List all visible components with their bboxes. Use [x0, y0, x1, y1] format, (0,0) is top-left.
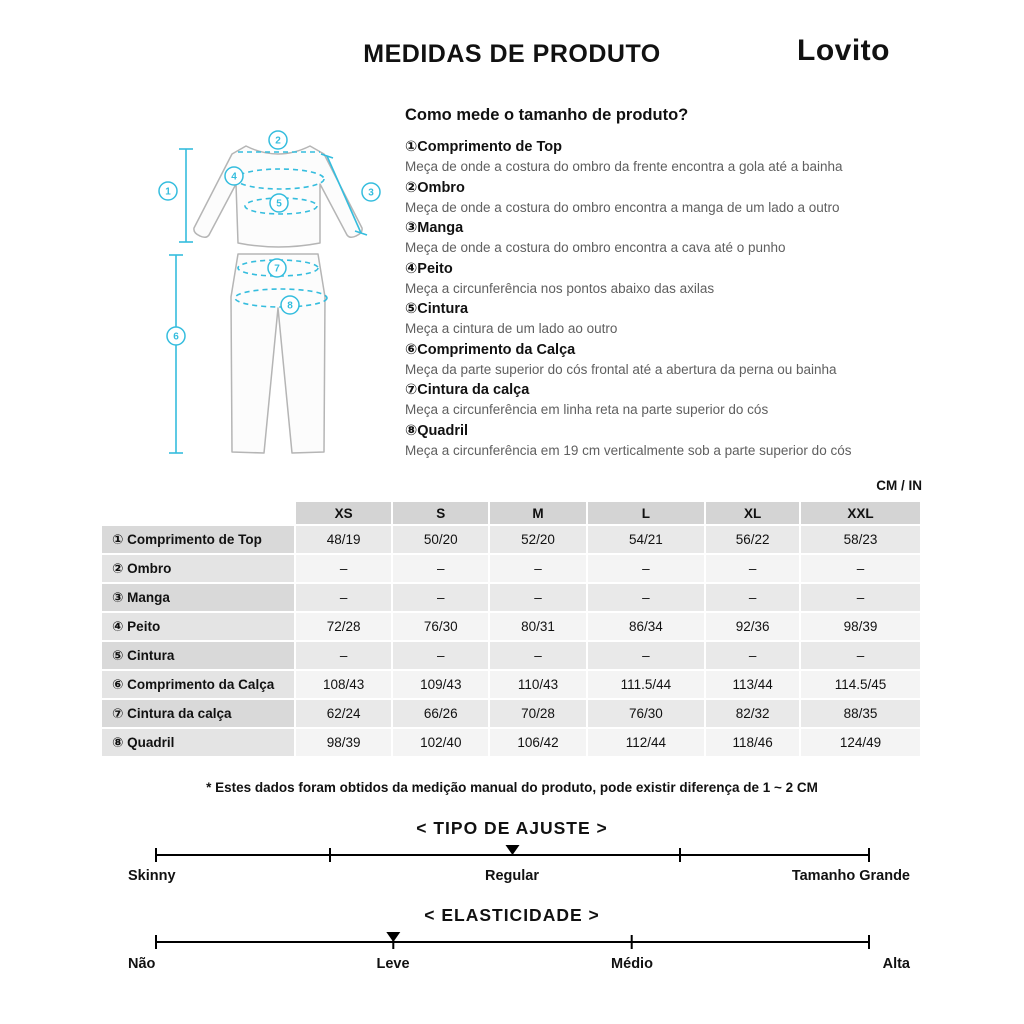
cell: 102/40	[393, 729, 488, 756]
fit-label-oversize: Tamanho Grande	[791, 868, 910, 884]
guide-heading: Como mede o tamanho de produto?	[405, 106, 689, 124]
svg-text:6: 6	[173, 331, 179, 343]
elasticity-scale-labels	[128, 956, 910, 976]
table-corner-cell	[102, 502, 294, 524]
table-row-pants-length	[102, 671, 920, 698]
svg-text:1: 1	[165, 186, 171, 198]
table-row-chest	[102, 613, 920, 640]
col-header-s: S	[393, 502, 488, 524]
cell: 109/43	[393, 671, 488, 698]
fit-scale-title: < TIPO DE AJUSTE >	[416, 818, 608, 838]
elasticity-label-none: Não	[128, 956, 156, 972]
svg-text:5: 5	[276, 198, 282, 210]
cell: 54/21	[588, 526, 705, 553]
guide-item-pants-length	[405, 340, 935, 381]
guide-item-label: ⑥Comprimento da Calça	[405, 341, 576, 358]
cell: –	[706, 642, 799, 669]
row-label: ⑦ Cintura da calça	[102, 700, 294, 727]
cell: –	[588, 555, 705, 582]
unit-label: CM / IN	[876, 478, 922, 493]
cell: 86/34	[588, 613, 705, 640]
table-row-waist	[102, 642, 920, 669]
fit-scale-labels	[128, 868, 910, 888]
diagram-badge-1	[159, 182, 177, 200]
col-header-l: L	[588, 502, 705, 524]
col-header-xxl: XXL	[801, 502, 920, 524]
measure-line-top-length	[179, 149, 193, 242]
garment-pants-outline	[231, 254, 325, 453]
cell: 82/32	[706, 700, 799, 727]
cell: –	[393, 555, 488, 582]
cell: 56/22	[706, 526, 799, 553]
cell: –	[490, 555, 585, 582]
cell: 114.5/45	[801, 671, 920, 698]
diagram-badge-3	[362, 183, 380, 201]
guide-item-desc: Meça da parte superior do cós frontal até a abertura da perna ou bainha	[405, 361, 837, 377]
svg-text:8: 8	[287, 300, 293, 312]
measure-line-pants-length	[169, 255, 183, 453]
cell: 88/35	[801, 700, 920, 727]
cell: –	[801, 642, 920, 669]
row-label: ⑥ Comprimento da Calça	[102, 671, 294, 698]
col-header-xl: XL	[706, 502, 799, 524]
fit-label-skinny: Skinny	[128, 868, 176, 884]
cell: 66/26	[393, 700, 488, 727]
cell: 70/28	[490, 700, 585, 727]
fit-scale	[155, 845, 870, 865]
page-title: MEDIDAS DE PRODUTO	[363, 40, 661, 68]
table-row-pants-waist	[102, 700, 920, 727]
row-label: ④ Peito	[102, 613, 294, 640]
diagram-badge-7	[268, 259, 286, 277]
cell: –	[490, 642, 585, 669]
guide-item-waist	[405, 299, 935, 340]
row-label: ⑤ Cintura	[102, 642, 294, 669]
measurement-guide	[405, 106, 935, 461]
measurement-disclaimer: * Estes dados foram obtidos da medição manual do produto, pode existir diferença de 1 ~ 2 CM	[206, 780, 818, 795]
cell: 80/31	[490, 613, 585, 640]
elasticity-scale-marker	[386, 932, 400, 942]
svg-text:7: 7	[274, 263, 280, 275]
cell: –	[588, 584, 705, 611]
elasticity-label-high: Alta	[882, 956, 910, 972]
cell: –	[296, 642, 391, 669]
cell: 124/49	[801, 729, 920, 756]
elasticity-label-medium: Médio	[611, 956, 653, 972]
cell: 52/20	[490, 526, 585, 553]
elasticity-scale-title: < ELASTICIDADE >	[424, 905, 600, 925]
cell: –	[296, 584, 391, 611]
svg-text:3: 3	[368, 187, 374, 199]
cell: 50/20	[393, 526, 488, 553]
cell: 48/19	[296, 526, 391, 553]
cell: 112/44	[588, 729, 705, 756]
cell: –	[490, 584, 585, 611]
guide-item-chest	[405, 259, 935, 300]
cell: –	[706, 555, 799, 582]
guide-item-label: ⑧Quadril	[405, 422, 469, 439]
cell: 76/30	[393, 613, 488, 640]
fit-label-regular: Regular	[485, 868, 539, 884]
cell: 98/39	[296, 729, 391, 756]
diagram-badge-4	[225, 167, 243, 185]
cell: 110/43	[490, 671, 585, 698]
guide-item-desc: Meça a circunferência em 19 cm verticalmente sob a parte superior do cós	[405, 442, 852, 458]
cell: 106/42	[490, 729, 585, 756]
cell: –	[588, 642, 705, 669]
diagram-badge-5	[270, 194, 288, 212]
row-label: ① Comprimento de Top	[102, 526, 294, 553]
elasticity-label-light: Leve	[376, 956, 410, 972]
cell: 72/28	[296, 613, 391, 640]
elasticity-scale	[155, 932, 870, 952]
guide-item-desc: Meça a circunferência em linha reta na parte superior do cós	[405, 402, 769, 417]
garment-outline	[194, 146, 362, 453]
diagram-badge-8	[281, 296, 299, 314]
table-row-top-length	[102, 526, 920, 553]
svg-text:4: 4	[231, 171, 237, 183]
cell: –	[296, 555, 391, 582]
guide-item-label: ⑤Cintura	[405, 301, 469, 317]
table-header-row	[102, 502, 920, 524]
cell: 111.5/44	[588, 671, 705, 698]
guide-item-desc: Meça a cintura de um lado ao outro	[405, 321, 618, 336]
guide-item-label: ②Ombro	[405, 179, 465, 196]
cell: 58/23	[801, 526, 920, 553]
cell: 113/44	[706, 671, 799, 698]
diagram-badge-2	[269, 131, 287, 149]
cell: –	[801, 555, 920, 582]
cell: –	[706, 584, 799, 611]
guide-item-desc: Meça de onde a costura do ombro encontra a cava até o punho	[405, 240, 786, 255]
garment-diagram	[128, 112, 388, 482]
guide-item-label: ⑦Cintura da calça	[405, 382, 530, 398]
guide-item-pants-waist	[405, 380, 935, 421]
table-row-sleeve	[102, 584, 920, 611]
cell: 108/43	[296, 671, 391, 698]
table-row-shoulder	[102, 555, 920, 582]
cell: 98/39	[801, 613, 920, 640]
guide-item-desc: Meça de onde a costura do ombro encontra a manga de um lado a outro	[405, 199, 840, 215]
cell: 118/46	[706, 729, 799, 756]
row-label: ② Ombro	[102, 555, 294, 582]
guide-item-sleeve	[405, 218, 935, 259]
row-label: ③ Manga	[102, 584, 294, 611]
row-label: ⑧ Quadril	[102, 729, 294, 756]
guide-item-label: ①Comprimento de Top	[405, 139, 563, 155]
brand-logo: Lovito	[797, 34, 890, 67]
size-table	[100, 500, 922, 758]
col-header-xs: XS	[296, 502, 391, 524]
guide-item-label: ④Peito	[405, 260, 453, 277]
cell: 62/24	[296, 700, 391, 727]
guide-item-hip	[405, 421, 935, 462]
cell: 76/30	[588, 700, 705, 727]
cell: –	[393, 584, 488, 611]
diagram-badge-6	[167, 327, 185, 345]
table-row-hip	[102, 729, 920, 756]
guide-item-top-length	[405, 137, 935, 178]
guide-item-desc: Meça a circunferência nos pontos abaixo das axilas	[405, 280, 715, 296]
guide-item-shoulder	[405, 178, 935, 219]
svg-text:2: 2	[275, 135, 281, 147]
guide-item-desc: Meça de onde a costura do ombro da frente encontra a gola até a bainha	[405, 159, 843, 174]
fit-scale-marker	[506, 845, 520, 855]
guide-item-label: ③Manga	[405, 220, 464, 236]
cell: 92/36	[706, 613, 799, 640]
cell: –	[801, 584, 920, 611]
cell: –	[393, 642, 488, 669]
col-header-m: M	[490, 502, 585, 524]
